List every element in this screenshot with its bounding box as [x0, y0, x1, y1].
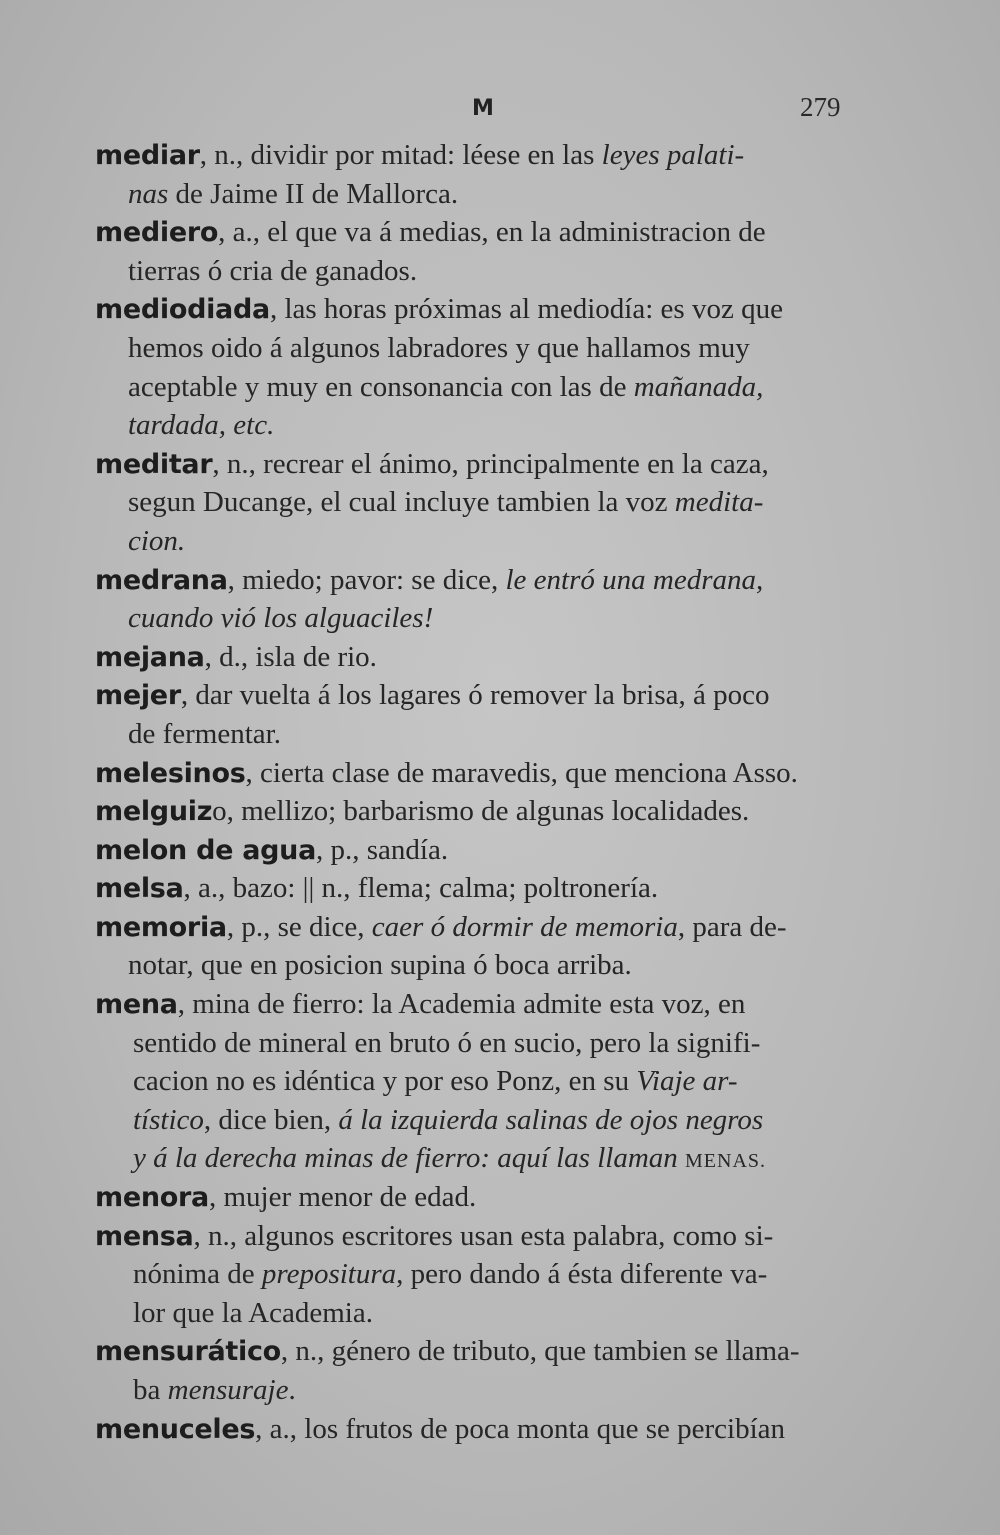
small-caps-text: MENAS.	[685, 1150, 767, 1173]
headword: melguiz	[95, 796, 213, 828]
headword: mensurático	[95, 1336, 281, 1368]
entry-line	[95, 831, 895, 870]
italic-text: le entró una medrana,	[505, 563, 764, 596]
headword: meditar	[95, 448, 213, 480]
italic-text: mensuraje	[167, 1374, 289, 1406]
definition-text: , n., algunos escritores usan esta palabra, como si-	[193, 1219, 774, 1252]
definition-text: , n., recrear el ánimo, principalmente en la caza,	[212, 447, 769, 480]
entry-mejer	[95, 676, 895, 753]
page-number: 279	[800, 92, 841, 122]
definition-text: , a., bazo: || n., flema; calma; poltronería.	[183, 872, 659, 905]
entry-line	[95, 1178, 895, 1217]
headword: melesinos	[95, 757, 246, 789]
entry-line	[95, 252, 895, 291]
italic-text: Viaje ar-	[636, 1065, 738, 1098]
definition-text: , mujer menor de edad.	[208, 1181, 477, 1214]
definition-text: de fermentar.	[128, 717, 281, 750]
italic-text: caer ó dormir de memoria	[371, 910, 678, 943]
definition-text: , dar vuelta á los lagares ó remover la brisa, á poco	[180, 679, 770, 712]
entry-line	[95, 985, 895, 1024]
definition-text: , pero dando á ésta diferente va-	[396, 1258, 768, 1291]
entry-line	[95, 1217, 895, 1256]
entry-line	[95, 754, 895, 793]
italic-text: tístico	[133, 1103, 204, 1136]
definition-text: notar, que en posicion supina ó boca arriba.	[128, 949, 632, 982]
italic-text: á la izquierda salinas de ojos negros	[338, 1103, 764, 1136]
entry-line	[95, 1139, 895, 1178]
definition-text: segun Ducange, el cual incluye tambien la voz	[128, 486, 675, 519]
definition-text: tierras ó cria de ganados.	[128, 254, 418, 287]
entry-line	[95, 1255, 895, 1294]
entry-mensuratico	[95, 1332, 895, 1409]
entry-line	[95, 1062, 895, 1101]
entry-line	[95, 599, 895, 638]
definition-text: nónima de	[133, 1258, 262, 1291]
headword: mediero	[95, 217, 219, 249]
headword: menuceles	[95, 1413, 256, 1445]
entry-line	[95, 1294, 895, 1333]
entry-melesinos	[95, 754, 895, 793]
entry-line	[95, 908, 895, 947]
definition-text: , miedo; pavor: se dice,	[227, 563, 506, 596]
headword: mediar	[95, 140, 200, 171]
entry-line	[95, 329, 895, 368]
entry-menora	[95, 1178, 895, 1217]
italic-text: nas	[128, 177, 169, 210]
entry-line	[95, 1101, 895, 1140]
entry-menuceles	[95, 1410, 895, 1449]
entry-line	[95, 406, 895, 445]
entry-line	[95, 290, 895, 329]
headword: mejana	[95, 641, 205, 673]
entry-line	[95, 869, 895, 908]
entry-meditar	[95, 445, 895, 561]
definition-text: , para de-	[677, 910, 787, 943]
headword: mensa	[95, 1220, 194, 1252]
entry-line	[95, 946, 895, 985]
definition-text: o, mellizo; barbarismo de algunas localidades.	[212, 795, 750, 828]
italic-text: cion.	[128, 524, 186, 557]
definition-text: , a., el que va á medias, en la administracion de	[218, 216, 766, 249]
italic-text: cuando vió los alguaciles!	[128, 602, 434, 635]
headword: mediodiada	[95, 294, 270, 326]
section-letter: M	[472, 96, 494, 121]
entry-mediero	[95, 213, 895, 290]
definition-text: , las horas próximas al mediodía: es voz que	[269, 293, 783, 326]
entry-melsa	[95, 869, 895, 908]
headword: melon de agua	[95, 834, 316, 866]
entry-list	[95, 136, 895, 1448]
entry-mejana	[95, 638, 895, 677]
entry-line	[95, 792, 895, 831]
entry-line	[95, 676, 895, 715]
entry-mena	[95, 985, 895, 1178]
definition-text: , a., los frutos de poca monta que se percibían	[255, 1412, 786, 1445]
entry-mediar	[95, 136, 895, 213]
headword: menora	[95, 1182, 209, 1214]
entry-line	[95, 561, 895, 600]
entry-line	[95, 1332, 895, 1371]
italic-text: mañanada,	[633, 370, 764, 403]
headword: melsa	[95, 873, 184, 905]
entry-line	[95, 1410, 895, 1449]
entry-line	[95, 1024, 895, 1063]
italic-text: leyes palati-	[601, 139, 745, 171]
entry-melguizo	[95, 792, 895, 831]
italic-text: prepositura	[261, 1258, 397, 1291]
definition-text: de Jaime II de Mallorca.	[168, 177, 459, 210]
entry-mediodiada	[95, 290, 895, 444]
definition-text: , mina de fierro: la Academia admite esta voz, en	[177, 988, 746, 1021]
definition-text: cacion no es idéntica y por eso Ponz, en su	[133, 1065, 637, 1098]
definition-text: , d., isla de rio.	[204, 640, 377, 673]
entry-line	[95, 136, 895, 175]
entry-melon-de-agua	[95, 831, 895, 870]
entry-line	[95, 522, 895, 561]
definition-text: hemos oido á algunos labradores y que hallamos muy	[128, 331, 750, 364]
headword: medrana	[95, 564, 228, 596]
entry-line	[95, 1371, 895, 1410]
entry-memoria	[95, 908, 895, 985]
entry-line	[95, 175, 895, 214]
definition-text: .	[288, 1374, 296, 1406]
headword: mena	[95, 989, 178, 1021]
definition-text: , n., dividir por mitad: léese en las	[199, 139, 602, 171]
entry-line	[95, 638, 895, 677]
definition-text: aceptable y muy en consonancia con las de	[128, 370, 634, 403]
definition-text: lor que la Academia.	[133, 1296, 373, 1329]
definition-text: , cierta clase de maravedis, que menciona Asso.	[245, 756, 798, 789]
definition-text: , n., género de tributo, que tambien se llama-	[280, 1335, 800, 1368]
entry-medrana	[95, 561, 895, 638]
italic-text: tardada, etc.	[128, 409, 275, 442]
headword: mejer	[95, 680, 181, 712]
definition-text: , p., se dice,	[226, 910, 372, 943]
italic-text: y á la derecha minas de fierro: aquí las llaman	[133, 1142, 686, 1175]
entry-line	[95, 715, 895, 754]
entry-mensa	[95, 1217, 895, 1333]
entry-line	[95, 445, 895, 484]
italic-text: medita-	[674, 486, 764, 519]
running-head	[0, 92, 1000, 132]
definition-text: , dice bien,	[203, 1103, 339, 1136]
entry-line	[95, 368, 895, 407]
definition-text: , p., sandía.	[316, 833, 449, 866]
definition-text: sentido de mineral en bruto ó en sucio, pero la signifi-	[133, 1026, 761, 1059]
entry-line	[95, 213, 895, 252]
entry-line	[95, 483, 895, 522]
headword: memoria	[95, 911, 227, 943]
definition-text: ba	[133, 1374, 168, 1406]
